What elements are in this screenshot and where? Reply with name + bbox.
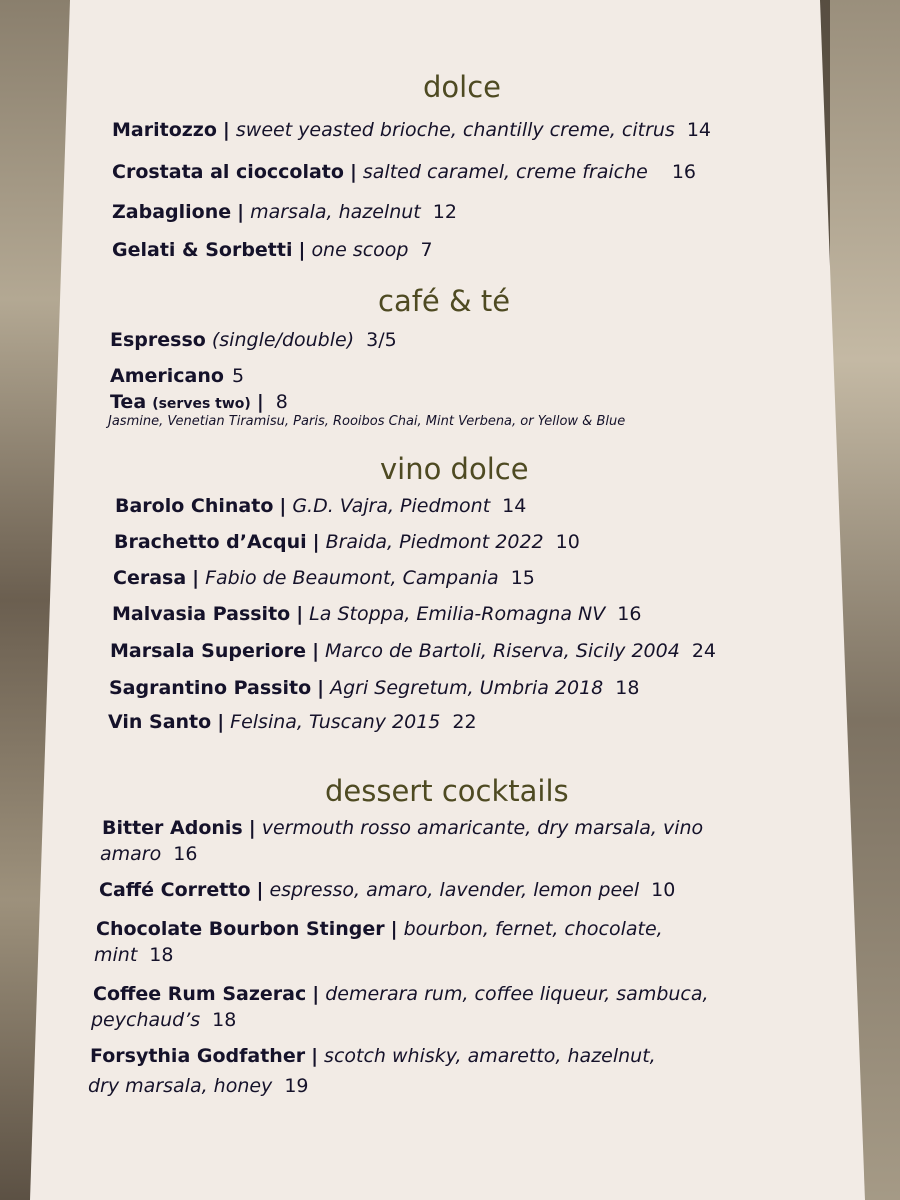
menu-item: Bitter Adonis | vermouth rosso amaricante, dry marsala, vino	[102, 817, 704, 839]
menu-item: Crostata al cioccolato | salted caramel, creme fraiche 16	[112, 161, 697, 183]
menu-item: Gelati & Sorbetti | one scoop 7	[112, 239, 433, 261]
menu-item-continued: dry marsala, honey 19	[88, 1075, 309, 1097]
menu-item: Sagrantino Passito | Agri Segretum, Umbria 2018 18	[109, 677, 640, 699]
menu-item-americano: Americano 5	[110, 365, 245, 387]
section-title-cafe: café & té	[378, 284, 511, 318]
menu-item-continued: amaro 16	[100, 843, 198, 865]
menu-item: Caffé Corretto | espresso, amaro, lavender, lemon peel 10	[99, 879, 676, 901]
menu-item: Brachetto d’Acqui | Braida, Piedmont 2022 10	[114, 531, 580, 553]
menu-item: Zabaglione | marsala, hazelnut 12	[112, 201, 457, 223]
menu-item: Coffee Rum Sazerac | demerara rum, coffee liqueur, sambuca,	[93, 983, 709, 1005]
menu-item: Barolo Chinato | G.D. Vajra, Piedmont 14	[115, 495, 527, 517]
menu-item: Chocolate Bourbon Stinger | bourbon, fernet, chocolate,	[96, 918, 663, 940]
menu-item-continued: mint 18	[94, 944, 174, 966]
section-title-vino-dolce: vino dolce	[380, 452, 529, 486]
section-title-dolce: dolce	[423, 70, 501, 104]
menu-item: Maritozzo | sweet yeasted brioche, chantilly creme, citrus 14	[112, 119, 712, 141]
menu-item-continued: peychaud’s 18	[91, 1009, 237, 1031]
menu-item: Marsala Superiore | Marco de Bartoli, Riserva, Sicily 2004 24	[110, 640, 716, 662]
menu-item: Forsythia Godfather | scotch whisky, amaretto, hazelnut,	[90, 1045, 656, 1067]
menu-item: Vin Santo | Felsina, Tuscany 2015 22	[108, 711, 477, 733]
section-title-dessert-cocktails: dessert cocktails	[325, 774, 569, 808]
menu-item-espresso: Espresso (single/double) 3/5	[110, 329, 397, 351]
menu-item: Cerasa | Fabio de Beaumont, Campania 15	[113, 567, 535, 589]
menu-item: Malvasia Passito | La Stoppa, Emilia-Romagna NV 16	[112, 603, 642, 625]
tea-varieties: Jasmine, Venetian Tiramisu, Paris, Rooibos Chai, Mint Verbena, or Yellow & Blue	[108, 414, 626, 429]
menu-item-tea: Tea (serves two) | 8	[110, 391, 288, 413]
